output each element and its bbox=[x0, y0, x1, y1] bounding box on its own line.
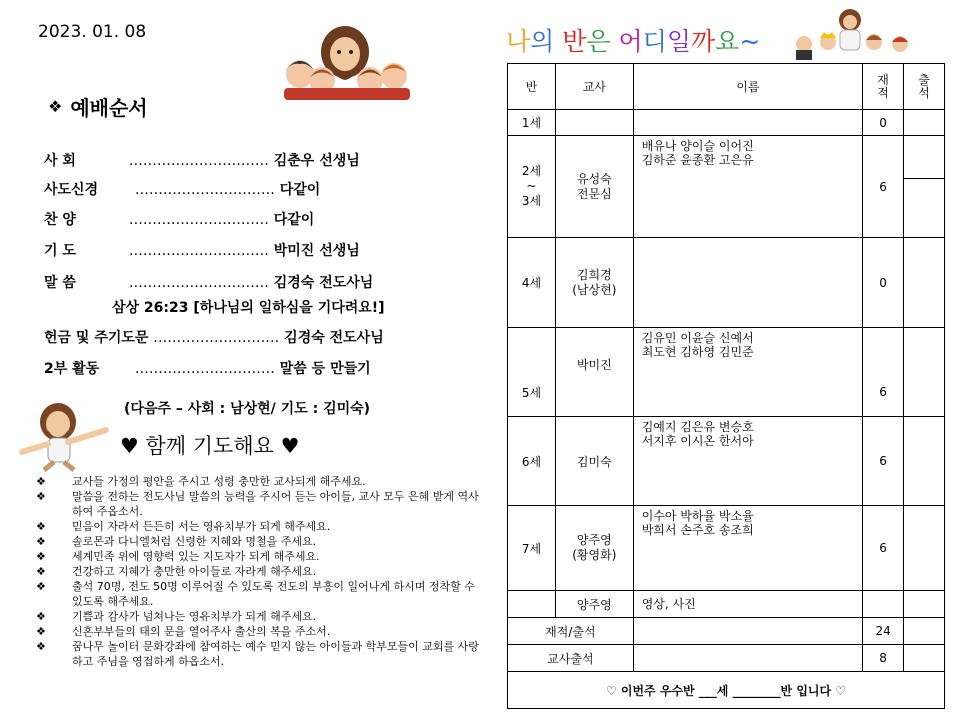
cell-teacher: 김희경 (남상현) bbox=[555, 238, 633, 328]
order-value: 박미진 선생님 bbox=[273, 243, 360, 259]
diamond-bullet-icon: ❖ bbox=[48, 97, 63, 116]
table-row bbox=[508, 110, 945, 136]
order-value: 다같이 bbox=[279, 182, 321, 198]
header-teacher: 교사 bbox=[555, 64, 633, 110]
order-label: 헌금 및 주기도문 bbox=[44, 330, 149, 346]
title-char: 반 bbox=[562, 27, 587, 56]
order-dots: ………………………… bbox=[128, 212, 269, 228]
title-char: 까 bbox=[691, 27, 716, 56]
order-dots: ………………………… bbox=[128, 243, 269, 259]
cell-names: 배유나 양이슬 이어진 김하준 윤종환 고은유 bbox=[633, 136, 862, 238]
prayer-text: 건강하고 지혜가 충만한 아이들로 자라게 해주세요. bbox=[72, 565, 317, 578]
order-item-offering bbox=[44, 327, 384, 347]
table-row bbox=[508, 328, 945, 417]
list-item bbox=[36, 609, 488, 624]
list-item bbox=[36, 579, 488, 609]
order-item-activity bbox=[44, 358, 371, 378]
list-item bbox=[36, 564, 488, 579]
jesus-children-illustration bbox=[270, 22, 420, 102]
cell-names bbox=[633, 110, 862, 136]
cell-enrolled: 0 bbox=[863, 238, 904, 328]
cell-empty bbox=[633, 645, 862, 672]
cell-teacher: 유성숙 전문심 bbox=[555, 136, 633, 238]
cell-class: 7세 bbox=[508, 506, 556, 591]
order-label: 사도신경 bbox=[44, 182, 99, 198]
diamond-bullet-icon: ❖ bbox=[36, 520, 46, 533]
order-value: 다같이 bbox=[273, 212, 315, 228]
cell-empty bbox=[633, 618, 862, 645]
next-week-note: (다음주 – 사회 : 남상현/ 기도 : 김미숙) bbox=[124, 401, 371, 417]
cell-enrolled bbox=[863, 591, 904, 618]
diamond-bullet-icon: ❖ bbox=[36, 565, 46, 578]
list-item bbox=[36, 639, 488, 669]
diamond-bullet-icon: ❖ bbox=[36, 535, 46, 548]
cell-class: 1세 bbox=[508, 110, 556, 136]
table-row bbox=[508, 417, 945, 506]
cell-enrolled: 6 bbox=[863, 506, 904, 591]
cell-class bbox=[508, 591, 556, 618]
cell-teacher bbox=[555, 110, 633, 136]
teacher-attendance-label: 교사출석 bbox=[508, 645, 634, 672]
list-item bbox=[36, 534, 488, 549]
cell-attendance bbox=[904, 110, 945, 136]
cell-attendance bbox=[904, 417, 945, 506]
order-value: 김경숙 전도사님 bbox=[284, 330, 384, 346]
cell-attendance bbox=[904, 506, 945, 591]
enrolled-total: 24 bbox=[863, 618, 904, 645]
list-item bbox=[36, 624, 488, 639]
prayer-text: 꿈나무 놀이터 문화강좌에 참여하는 예수 믿지 않는 아이들과 학부모들이 교회를 사랑하고 주님을 영접하게 하옵소서. bbox=[72, 640, 479, 668]
teacher-attendance-row bbox=[508, 645, 945, 672]
cell-attendance bbox=[904, 328, 945, 417]
diamond-bullet-icon: ❖ bbox=[36, 610, 46, 623]
sermon-verse: 삼상 26:23 [하나님의 일하심을 기다려요!] bbox=[112, 300, 385, 316]
order-dots: ……………………… bbox=[153, 330, 280, 346]
cell-enrolled: 6 bbox=[863, 328, 904, 417]
title-char bbox=[611, 27, 619, 56]
cell-enrolled: 6 bbox=[863, 417, 904, 506]
title-char: 어 bbox=[618, 27, 643, 56]
header-attendance: 출 석 bbox=[904, 64, 945, 110]
order-value: 말씀 등 만들기 bbox=[279, 361, 371, 377]
cell-enrolled: 0 bbox=[863, 110, 904, 136]
prayer-text: 교사들 가정의 평안을 주시고 성령 충만한 교사되게 해주세요. bbox=[72, 475, 366, 488]
cell-attendance bbox=[904, 136, 945, 179]
best-class-text: ♡ 이번주 우수반 ___세 ________반 입니다 ♡ bbox=[508, 672, 945, 709]
order-label: 찬 양 bbox=[44, 212, 76, 228]
cell-names: 김예지 김은유 변승호 서지후 이시온 한서아 bbox=[633, 417, 862, 506]
order-dots: ………………………… bbox=[128, 153, 269, 169]
worship-order-title-text: 예배순서 bbox=[70, 96, 148, 120]
class-roster-table bbox=[507, 63, 945, 709]
title-char: 나 bbox=[506, 27, 531, 56]
list-item bbox=[36, 519, 488, 534]
title-char: 디 bbox=[642, 27, 667, 56]
order-value: 김경숙 전도사님 bbox=[273, 275, 374, 291]
best-class-row bbox=[508, 672, 945, 709]
roster-title bbox=[506, 22, 760, 58]
diamond-bullet-icon: ❖ bbox=[36, 550, 46, 563]
cell-attendance bbox=[904, 591, 945, 618]
title-char: 일 bbox=[666, 27, 691, 56]
order-dots: ………………………… bbox=[128, 275, 269, 291]
order-label: 기 도 bbox=[44, 243, 76, 259]
cell-teacher: 양주영 (황영화) bbox=[555, 506, 633, 591]
title-char: 의 bbox=[530, 27, 555, 56]
cell-teacher: 김미숙 bbox=[555, 417, 633, 506]
prayer-text: 솔로몬과 다니엘처럼 신령한 지혜와 명철을 주세요. bbox=[72, 535, 317, 548]
diamond-bullet-icon: ❖ bbox=[36, 490, 46, 503]
order-label: 말 씀 bbox=[44, 275, 76, 291]
list-item bbox=[36, 474, 488, 489]
order-value: 김춘우 선생님 bbox=[273, 153, 360, 169]
teacher-total: 8 bbox=[863, 645, 904, 672]
cell-class: 4세 bbox=[508, 238, 556, 328]
order-dots: ………………………… bbox=[134, 361, 275, 377]
diamond-bullet-icon: ❖ bbox=[36, 580, 46, 593]
cell-names: 영상, 사진 bbox=[633, 591, 862, 618]
diamond-bullet-icon: ❖ bbox=[36, 475, 46, 488]
cell-names bbox=[633, 238, 862, 328]
order-item-praise bbox=[44, 209, 314, 229]
cell-attendance bbox=[904, 238, 945, 328]
enrolled-attendance-label: 재적/출석 bbox=[508, 618, 634, 645]
table-row bbox=[508, 591, 945, 618]
worship-order-title bbox=[48, 92, 148, 121]
cell-class: 2세 ~ 3세 bbox=[508, 136, 556, 238]
diamond-bullet-icon: ❖ bbox=[36, 625, 46, 638]
cell-enrolled: 6 bbox=[863, 136, 904, 238]
prayer-text: 말씀을 전하는 전도사님 말씀의 능력을 주시어 듣는 아이들, 교사 모두 은혜 받게 역사하여 주옵소서. bbox=[72, 490, 479, 518]
order-item-creed bbox=[44, 179, 320, 199]
title-char: 요 bbox=[715, 27, 740, 56]
header-names: 이름 bbox=[633, 64, 862, 110]
list-item bbox=[36, 489, 488, 519]
list-item bbox=[36, 549, 488, 564]
cell-teacher: 박미진 bbox=[555, 328, 633, 417]
table-row bbox=[508, 506, 945, 591]
order-item-sermon bbox=[44, 272, 373, 292]
running-jesus-illustration bbox=[10, 400, 120, 472]
header-class: 반 bbox=[508, 64, 556, 110]
table-header-row bbox=[508, 64, 945, 110]
order-dots: ………………………… bbox=[134, 182, 275, 198]
order-item-prayer bbox=[44, 240, 360, 260]
cell-attendance bbox=[904, 179, 945, 238]
prayer-text: 기쁨과 감사가 넘쳐나는 영유치부가 되게 해주세요. bbox=[72, 610, 317, 623]
prayer-text: 세계민족 위에 영향력 있는 지도자가 되게 해주세요. bbox=[72, 550, 320, 563]
enrolled-attendance-row bbox=[508, 618, 945, 645]
title-char: ~ bbox=[739, 27, 761, 56]
bulletin-date: 2023. 01. 08 bbox=[38, 22, 147, 42]
table-row bbox=[508, 136, 945, 179]
title-char: 은 bbox=[586, 27, 611, 56]
prayer-list bbox=[36, 474, 488, 669]
cell-names: 김유민 이윤슬 신예서 최도현 김하영 김민준 bbox=[633, 328, 862, 417]
cell-class: 5세 bbox=[508, 328, 556, 417]
cell-empty bbox=[904, 645, 945, 672]
cell-names: 이수아 박하율 박소율 박희서 손주호 송조희 bbox=[633, 506, 862, 591]
children-group-illustration bbox=[784, 6, 920, 62]
cell-class: 6세 bbox=[508, 417, 556, 506]
table-row bbox=[508, 238, 945, 328]
prayer-text: 신혼부부들의 태의 문을 열어주사 출산의 복을 주소서. bbox=[72, 625, 331, 638]
attendance-total bbox=[904, 618, 945, 645]
order-label: 사 회 bbox=[44, 153, 76, 169]
cell-teacher: 양주영 bbox=[555, 591, 633, 618]
diamond-bullet-icon: ❖ bbox=[36, 640, 46, 653]
prayer-text: 출석 70명, 전도 50명 이루어질 수 있도록 전도의 부흥이 일어나게 하시며 정착할 수 있도록 해주세요. bbox=[72, 580, 475, 608]
prayer-section-title: ♥ 함께 기도해요 ♥ bbox=[120, 434, 300, 458]
prayer-text: 믿음이 자라서 든든히 서는 영유치부가 되게 해주세요. bbox=[72, 520, 331, 533]
order-label: 2부 활동 bbox=[44, 361, 100, 377]
order-item-host bbox=[44, 150, 360, 170]
header-enrolled: 재 적 bbox=[863, 64, 904, 110]
